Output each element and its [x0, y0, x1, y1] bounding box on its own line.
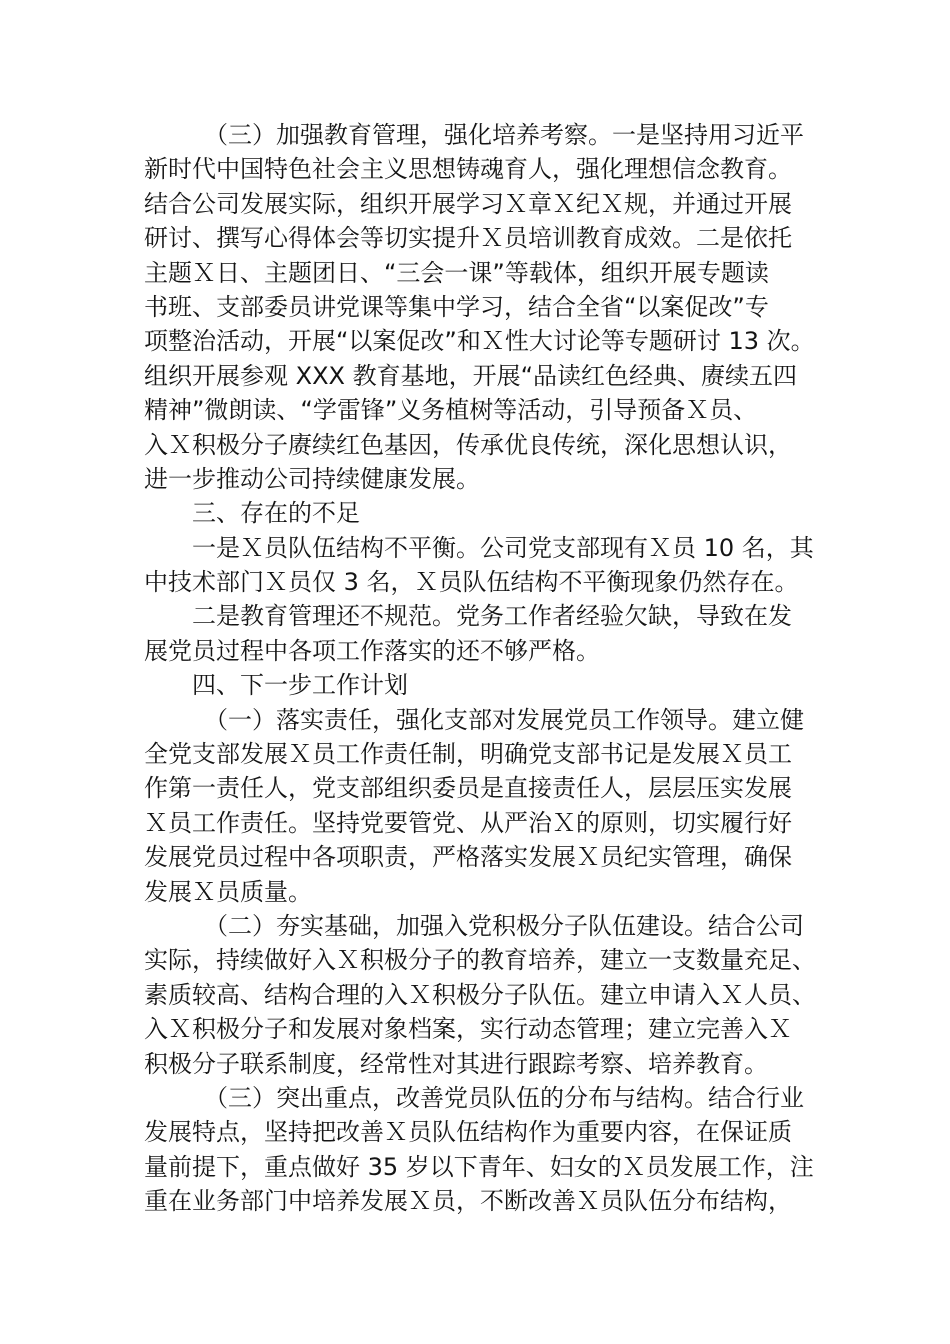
- paragraph-line: 一是Ｘ员队伍结构不平衡。公司党支部现有Ｘ员 10 名，其: [192, 533, 814, 562]
- paragraph-line: 二是教育管理还不规范。党务工作者经验欠缺，导致在发: [192, 602, 792, 631]
- paragraph-line: 量前提下，重点做好 35 岁以下青年、妇女的Ｘ员发展工作，注: [144, 1152, 814, 1181]
- paragraph-line: Ｘ员工作责任。坚持党要管党、从严治Ｘ的原则，切实履行好: [144, 808, 792, 837]
- paragraph-line: （三）突出重点，改善党员队伍的分布与结构。结合行业: [204, 1083, 804, 1112]
- paragraph-line: 结合公司发展实际，组织开展学习Ｘ章Ｘ纪Ｘ规，并通过开展: [144, 189, 792, 218]
- paragraph-line: 发展Ｘ员质量。: [144, 877, 312, 906]
- paragraph-line: 积极分子联系制度，经常性对其进行跟踪考察、培养教育。: [144, 1049, 768, 1078]
- section-heading: 四、下一步工作计划: [192, 671, 408, 700]
- paragraph-line: 组织开展参观 XXX 教育基地，开展“品读红色经典、赓续五四: [144, 361, 798, 390]
- paragraph-line: 全党支部发展Ｘ员工作责任制，明确党支部书记是发展Ｘ员工: [144, 740, 792, 769]
- paragraph-line: 重在业务部门中培养发展Ｘ员，不断改善Ｘ员队伍分布结构，: [144, 1187, 792, 1216]
- paragraph-line: 入Ｘ积极分子和发展对象档案，实行动态管理；建立完善入Ｘ: [144, 1015, 792, 1044]
- paragraph-line: （三）加强教育管理，强化培养考察。一是坚持用习近平: [204, 121, 804, 149]
- paragraph-line: 入Ｘ积极分子赓续红色基因，传承优良传统，深化思想认识，: [144, 430, 792, 459]
- paragraph-line: 作第一责任人，党支部组织委员是直接责任人，层层压实发展: [144, 774, 792, 803]
- paragraph-line: 精神”微朗读、“学雷锋”义务植树等活动，引导预备Ｘ员、: [144, 396, 758, 425]
- paragraph-line: 发展党员过程中各项职责，严格落实发展Ｘ员纪实管理，确保: [144, 843, 792, 872]
- paragraph-line: 新时代中国特色社会主义思想铸魂育人，强化理想信念教育。: [144, 155, 792, 184]
- paragraph-line: 实际，持续做好入Ｘ积极分子的教育培养，建立一支数量充足、: [144, 946, 816, 975]
- paragraph-line: 书班、支部委员讲党课等集中学习，结合全省“以案促改”专: [144, 292, 769, 321]
- paragraph-line: 进一步推动公司持续健康发展。: [144, 464, 480, 493]
- paragraph-line: 展党员过程中各项工作落实的还不够严格。: [144, 636, 600, 665]
- paragraph-line: 中技术部门Ｘ员仅 3 名，Ｘ员队伍结构不平衡现象仍然存在。: [144, 568, 799, 597]
- paragraph-line: 项整治活动，开展“以案促改”和Ｘ性大讨论等专题研讨 13 次。: [144, 327, 815, 356]
- paragraph-line: 主题Ｘ日、主题团日、“三会一课”等载体，组织开展专题读: [144, 258, 769, 287]
- document-body: [144, 118, 820, 1219]
- section-heading: 三、存在的不足: [192, 499, 360, 528]
- paragraph-line: （二）夯实基础，加强入党积极分子队伍建设。结合公司: [204, 911, 804, 940]
- paragraph-line: 发展特点，坚持把改善Ｘ员队伍结构作为重要内容，在保证质: [144, 1118, 792, 1147]
- paragraph-line: 研讨、撰写心得体会等切实提升Ｘ员培训教育成效。二是依托: [144, 224, 792, 253]
- paragraph-line: （一）落实责任，强化支部对发展党员工作领导。建立健: [204, 705, 804, 734]
- paragraph-line: 素质较高、结构合理的入Ｘ积极分子队伍。建立申请入Ｘ人员、: [144, 980, 816, 1009]
